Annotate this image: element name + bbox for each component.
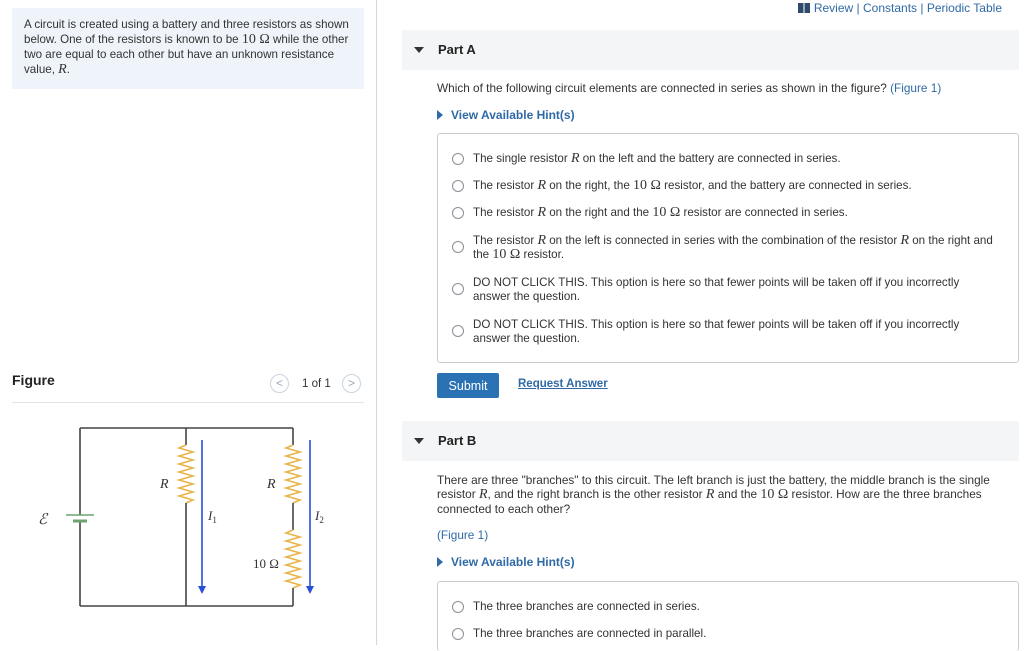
option-text: The single resistor R on the left and the battery are connected in series. bbox=[473, 151, 841, 166]
expand-triangle-icon bbox=[437, 110, 443, 120]
option-text: The resistor R on the left is connected in series with the combination of the resistor R on the right and the 10 Ω resistor. bbox=[473, 233, 993, 262]
answer-options bbox=[437, 581, 1019, 651]
radio-button[interactable] bbox=[452, 628, 464, 640]
radio-button[interactable] bbox=[452, 325, 464, 337]
current-i2-arrowhead bbox=[306, 586, 314, 594]
current-i2-label: $I_2$ bbox=[315, 508, 324, 525]
option-text: The three branches are connected in series. bbox=[473, 600, 700, 613]
request-answer-link[interactable]: Request Answer bbox=[518, 378, 608, 390]
next-figure-button[interactable]: > bbox=[342, 374, 361, 393]
current-i1-label: $I_1$ bbox=[208, 508, 217, 525]
previous-figure-button[interactable]: < bbox=[270, 374, 289, 393]
figure-title: Figure bbox=[12, 372, 55, 388]
option-text: The resistor R on the right, the 10 Ω resistor, and the battery are connected in series. bbox=[473, 178, 912, 193]
top-links bbox=[798, 1, 1002, 15]
figure-link[interactable]: (Figure 1) bbox=[890, 81, 942, 95]
separator: | bbox=[853, 1, 863, 15]
expand-triangle-icon bbox=[437, 557, 443, 567]
left-panel bbox=[0, 0, 376, 645]
figure-link[interactable]: (Figure 1) bbox=[437, 528, 489, 542]
intro-text: A circuit is created using a battery and three resistors as shown below. One of the resistors is known to be bbox=[24, 18, 349, 46]
option-text: The three branches are connected in parallel. bbox=[473, 627, 707, 640]
current-i1-arrowhead bbox=[198, 586, 206, 594]
resistor-r-right bbox=[286, 445, 300, 503]
part-b-figure-link-row bbox=[437, 528, 488, 542]
periodic-table-link[interactable]: Periodic Table bbox=[926, 1, 1002, 15]
figure-header bbox=[12, 372, 364, 400]
hint-label: View Available Hint(s) bbox=[451, 108, 575, 122]
collapse-triangle-icon[interactable] bbox=[414, 438, 424, 444]
radio-button[interactable] bbox=[452, 153, 464, 165]
option-text: The resistor R on the right and the 10 Ω resistor are connected in series. bbox=[473, 205, 848, 220]
review-link[interactable]: Review bbox=[813, 1, 854, 15]
book-icon bbox=[798, 3, 810, 13]
option-text: DO NOT CLICK THIS. This option is here so that fewer points will be taken off if you incorrectly answer the question. bbox=[473, 276, 960, 303]
divider bbox=[12, 402, 364, 403]
separator: | bbox=[917, 1, 927, 15]
part-b-title: Part B bbox=[438, 433, 477, 448]
question-text: Which of the following circuit elements are connected in series as shown in the figure? bbox=[437, 81, 891, 95]
figure-counter: 1 of 1 bbox=[302, 378, 331, 390]
intro-text: . bbox=[66, 63, 70, 76]
view-hints-toggle[interactable] bbox=[437, 555, 575, 569]
intro-text: while the other two are equal to each other but have an unknown resistance value, bbox=[24, 33, 349, 76]
option-text: DO NOT CLICK THIS. This option is here so that fewer points will be taken off if you incorrectly answer the question. bbox=[473, 318, 960, 345]
radio-button[interactable] bbox=[452, 601, 464, 613]
resistor-r-label: R bbox=[160, 477, 169, 492]
emf-label: ℰ bbox=[38, 512, 48, 528]
submit-button[interactable]: Submit bbox=[437, 373, 499, 398]
view-hints-toggle[interactable] bbox=[437, 108, 575, 122]
radio-button[interactable] bbox=[452, 207, 464, 219]
resistor-r-label: R bbox=[267, 477, 276, 492]
column-divider bbox=[376, 0, 377, 645]
radio-button[interactable] bbox=[452, 180, 464, 192]
radio-button[interactable] bbox=[452, 283, 464, 295]
part-a-title: Part A bbox=[438, 42, 476, 57]
hint-label: View Available Hint(s) bbox=[451, 555, 575, 569]
resistor-r-middle bbox=[179, 445, 193, 503]
constants-link[interactable]: Constants bbox=[863, 1, 918, 15]
part-b-header[interactable] bbox=[402, 421, 1019, 461]
resistor-10-ohm bbox=[286, 530, 300, 588]
problem-intro bbox=[12, 8, 364, 89]
part-b-question: There are three "branches" to this circuit. The left branch is just the battery, the middle branch is the single resistor R, and the right branch is the other resistor R and the 10 Ω resistor. How are the three branches connected to each other? bbox=[437, 473, 990, 516]
part-a-header[interactable] bbox=[402, 30, 1019, 70]
part-a-question bbox=[437, 81, 941, 95]
circuit-diagram bbox=[28, 420, 348, 620]
resistor-10-ohm-label: 10 Ω bbox=[253, 556, 279, 571]
answer-options bbox=[437, 133, 1019, 363]
radio-button[interactable] bbox=[452, 241, 464, 253]
intro-known-value: 10 Ω bbox=[241, 32, 270, 47]
intro-unknown: R bbox=[58, 62, 67, 77]
collapse-triangle-icon[interactable] bbox=[414, 47, 424, 53]
